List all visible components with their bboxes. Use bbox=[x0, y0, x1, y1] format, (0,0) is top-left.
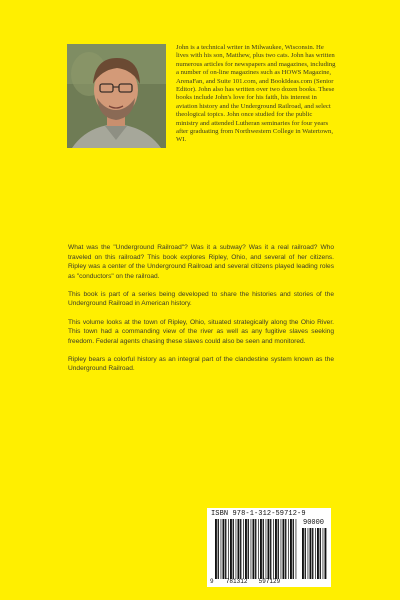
barcode-left-digits: 781312 bbox=[225, 578, 248, 585]
description-paragraph-4: Ripley bears a colorful history as an integral part of the clandestine system known as the Underground Railroad. bbox=[68, 355, 334, 373]
author-portrait-image bbox=[67, 44, 166, 148]
barcode-bars bbox=[215, 519, 299, 579]
barcode-digits bbox=[210, 578, 280, 585]
author-bio: John is a technical writer in Milwaukee, Wisconsin. He lives with his son, Matthew, plus two cats. John has written numerous articles for newspapers and magazines, including a number of on-line magazines such as HOWS Magazine, ArenaFan, and Suite 101.com, and BookIdeas.com (Senior Editor). John also has written over two dozen books. These books include John's love for his faith, his interest in aviation history and the Underground Railroad, and select theological topics. John once studied for the public ministry and attended Lutheran seminaries for four years after graduating from Northwestern College in Watertown, WI. bbox=[176, 44, 336, 144]
description-paragraph-2: This book is part of a series being developed to share the histories and stories of the Underground Railroad in American history. bbox=[68, 290, 334, 308]
description-paragraph-3: This volume looks at the town of Ripley, Ohio, situated strategically along the Ohio River. This town had a commanding view of the river as well as any fugitive slaves seeking freedom. Federal agents chasing these slaves could also be seen and monitored. bbox=[68, 318, 334, 345]
isbn-label: ISBN 978-1-312-59712-9 bbox=[211, 510, 306, 518]
isbn-barcode bbox=[207, 508, 331, 587]
author-photo bbox=[67, 44, 166, 148]
book-description bbox=[68, 243, 334, 383]
price-barcode-bars bbox=[302, 528, 328, 579]
barcode-prefix-digit: 9 bbox=[210, 578, 214, 585]
barcode-right-digits: 597129 bbox=[258, 578, 281, 585]
price-code: 90000 bbox=[303, 519, 325, 527]
description-paragraph-1: What was the "Underground Railroad"? Was it a subway? Was it a real railroad? Who traveled on this railroad? This book explores Ripley, Ohio, and several of her citizens. Ripley was a center of the Underground Railroad and several citizens played leading roles as "conductors" on the railroad. bbox=[68, 244, 334, 280]
